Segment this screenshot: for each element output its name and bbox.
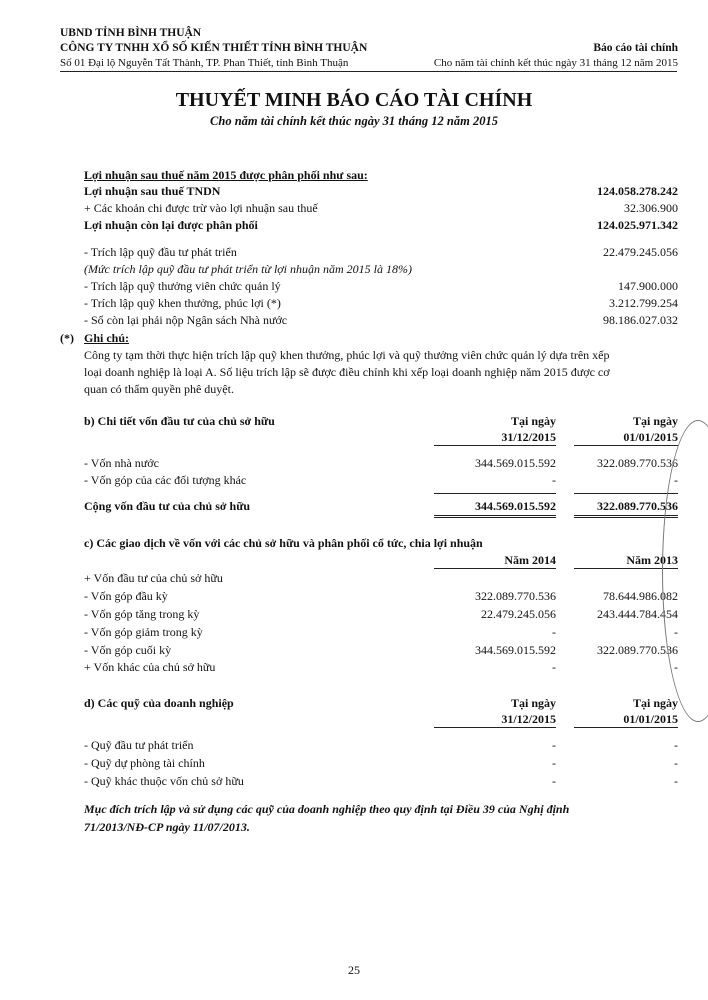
col-rule <box>434 445 556 446</box>
note-line: loại doanh nghiệp là loại A. Số liệu trích lập sẽ được điều chỉnh khi xếp loại doanh nghiệp năm 2015 được cơ <box>84 365 610 379</box>
profit-heading: Lợi nhuận sau thuế năm 2015 được phân phối như sau: <box>84 168 368 182</box>
page-title: THUYẾT MINH BÁO CÁO TÀI CHÍNH <box>175 89 533 111</box>
col-header: 31/12/2015 <box>501 430 556 444</box>
profit-row-label: - Số còn lại phải nộp Ngân sách Nhà nước <box>84 313 288 327</box>
section-d-heading: d) Các quỹ của doanh nghiệp <box>84 696 234 710</box>
col-rule <box>434 727 556 728</box>
table-cell: - <box>552 738 556 752</box>
total-rule <box>434 493 556 494</box>
table-cell: - <box>674 625 678 639</box>
table-row-label: - Vốn góp cuối kỳ <box>84 643 172 657</box>
profit-row-label: - Trích lập quỹ thưởng viên chức quản lý <box>84 279 281 293</box>
footer-note-line: 71/2013/NĐ-CP ngày 11/07/2013. <box>84 820 250 834</box>
profit-row-value: 32.306.900 <box>624 201 678 215</box>
table-cell: - <box>674 756 678 770</box>
profit-row-value: 124.058.278.242 <box>597 184 678 198</box>
page-subtitle: Cho năm tài chính kết thúc ngày 31 tháng 12 năm 2015 <box>210 114 498 128</box>
table-row-label: - Vốn góp đầu kỳ <box>84 589 168 603</box>
footer-note-line: Mục đích trích lập và sử dụng các quỹ của doanh nghiệp theo quy định tại Điều 39 của Nghị định <box>84 802 570 816</box>
table-cell: - <box>552 756 556 770</box>
table-cell: 322.089.770.536 <box>475 589 556 603</box>
profit-row-value: 124.025.971.342 <box>597 218 678 232</box>
table-row-label: - Vốn góp tăng trong kỳ <box>84 607 200 621</box>
table-row-label: - Vốn góp của các đối tượng khác <box>84 473 247 487</box>
table-cell: - <box>674 660 678 674</box>
table-row-label: - Vốn góp giảm trong kỳ <box>84 625 203 639</box>
profit-row-note: (Mức trích lập quỹ đầu tư phát triển từ lợi nhuận năm 2015 là 18%) <box>84 262 413 276</box>
report-period: Cho năm tài chính kết thúc ngày 31 tháng 12 năm 2015 <box>433 57 678 69</box>
table-row-label: - Quỹ khác thuộc vốn chủ sở hữu <box>84 774 244 788</box>
col-header: 31/12/2015 <box>501 712 556 726</box>
table-cell: 344.569.015.592 <box>475 456 556 470</box>
col-header: Tại ngày <box>510 696 556 710</box>
col-rule <box>574 445 678 446</box>
table-cell: 78.644.986.082 <box>603 589 678 603</box>
table-cell: - <box>674 473 678 487</box>
report-type: Báo cáo tài chính <box>593 42 678 54</box>
table-cell: - <box>552 660 556 674</box>
table-row-label: - Quỹ dự phòng tài chính <box>84 756 205 770</box>
section-c-heading: c) Các giao dịch về vốn với các chủ sở hữu và phân phối cổ tức, chia lợi nhuận <box>84 536 483 550</box>
note-marker: (*) <box>60 331 74 345</box>
table-cell: 344.569.015.592 <box>475 643 556 657</box>
total-double-rule <box>434 515 556 518</box>
table-cell: 322.089.770.536 <box>597 643 678 657</box>
org-address: Số 01 Đại lộ Nguyễn Tất Thành, TP. Phan Thiết, tỉnh Bình Thuận <box>60 57 349 69</box>
table-row-label: + Vốn khác của chủ sở hữu <box>84 660 216 674</box>
col-header: Tại ngày <box>632 696 678 710</box>
table-cell: 22.479.245.056 <box>481 607 556 621</box>
col-header: Tại ngày <box>632 414 678 428</box>
org-name-1: UBND TỈNH BÌNH THUẬN <box>60 27 202 39</box>
col-header: 01/01/2015 <box>623 712 678 726</box>
section-b-heading: b) Chi tiết vốn đầu tư của chủ sở hữu <box>84 414 275 428</box>
table-cell: - <box>674 738 678 752</box>
col-rule <box>434 568 556 569</box>
table-cell: - <box>552 625 556 639</box>
note-line: Công ty tạm thời thực hiện trích lập quỹ khen thưởng, phúc lợi và quỹ thưởng viên chức quản lý dựa trên xếp <box>84 348 610 362</box>
table-cell: 322.089.770.536 <box>597 456 678 470</box>
total-cell: 322.089.770.536 <box>597 499 678 513</box>
table-row-label: - Quỹ đầu tư phát triển <box>84 738 194 752</box>
profit-row-label: - Trích lập quỹ khen thưởng, phúc lợi (*) <box>84 296 281 310</box>
col-header: 01/01/2015 <box>623 430 678 444</box>
profit-row-label: + Các khoản chi được trừ vào lợi nhuận sau thuế <box>84 201 318 215</box>
profit-row-value: 3.212.799.254 <box>609 296 678 310</box>
col-header: Năm 2013 <box>626 553 678 567</box>
table-cell: - <box>674 774 678 788</box>
col-header: Tại ngày <box>510 414 556 428</box>
profit-row-label: - Trích lập quỹ đầu tư phát triển <box>84 245 237 259</box>
total-rule <box>574 493 678 494</box>
profit-row-label: Lợi nhuận sau thuế TNDN <box>84 184 221 198</box>
profit-row-label: Lợi nhuận còn lại được phân phối <box>84 218 258 232</box>
table-cell: - <box>552 774 556 788</box>
col-rule <box>574 727 678 728</box>
org-name-2: CÔNG TY TNHH XỔ SỐ KIẾN THIẾT TỈNH BÌNH THUẬN <box>60 42 368 54</box>
profit-row-value: 22.479.245.056 <box>603 245 678 259</box>
total-double-rule <box>574 515 678 518</box>
table-cell: 243.444.784.454 <box>597 607 678 621</box>
note-line: quan có thẩm quyền phê duyệt. <box>84 382 234 396</box>
col-header: Năm 2014 <box>504 553 556 567</box>
table-row-label: - Vốn nhà nước <box>84 456 159 470</box>
note-heading: Ghi chú: <box>84 331 130 345</box>
page-number: 25 <box>348 963 360 977</box>
profit-row-value: 98.186.027.032 <box>603 313 678 327</box>
table-row-label: + Vốn đầu tư của chủ sở hữu <box>84 571 223 585</box>
header-rule <box>60 71 677 72</box>
table-cell: - <box>552 473 556 487</box>
profit-row-value: 147.900.000 <box>618 279 678 293</box>
total-cell: 344.569.015.592 <box>475 499 556 513</box>
total-row-label: Cộng vốn đầu tư của chủ sở hữu <box>84 499 251 513</box>
